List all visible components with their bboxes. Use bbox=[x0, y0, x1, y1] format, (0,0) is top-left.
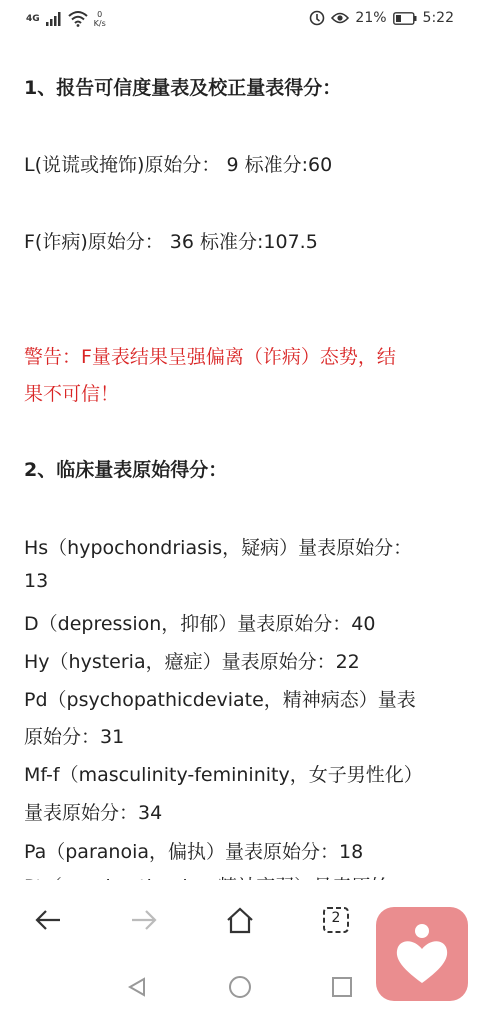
tabs-button[interactable] bbox=[316, 900, 356, 940]
hy-score-line: Hy（hysteria，癔症）量表原始分：22 bbox=[24, 651, 360, 673]
warning-text-line2: 果不可信！ bbox=[24, 383, 120, 405]
arrow-left-icon bbox=[34, 908, 62, 932]
system-home-button[interactable] bbox=[225, 972, 255, 1002]
network-label: 4G bbox=[26, 14, 40, 24]
battery-percent: 21% bbox=[355, 10, 387, 26]
circle-home-icon bbox=[228, 975, 252, 999]
floating-heart-button[interactable] bbox=[376, 907, 468, 1001]
network-speed: 0 K/s bbox=[93, 10, 106, 28]
mf-score-line2: 量表原始分：34 bbox=[24, 802, 163, 824]
tab-count: 2 bbox=[331, 910, 341, 926]
section1-title: 1、报告可信度量表及校正量表得分： bbox=[24, 77, 342, 99]
back-button[interactable] bbox=[28, 900, 68, 940]
mf-score-line1: Mf-f（masculinity-femininity，女子男性化） bbox=[24, 764, 423, 786]
f-score-line: F(诈病)原始分： 36 标准分:107.5 bbox=[24, 231, 318, 253]
pa-score-line: Pa（paranoia，偏执）量表原始分：18 bbox=[24, 841, 364, 863]
square-recents-icon bbox=[331, 976, 353, 998]
heart-person-icon bbox=[390, 921, 454, 987]
forward-button[interactable] bbox=[124, 900, 164, 940]
pd-score-line1: Pd（psychopathicdeviate，精神病态）量表 bbox=[24, 689, 416, 711]
clock: 5:22 bbox=[422, 10, 454, 26]
home-button[interactable] bbox=[220, 900, 260, 940]
hs-score-line1: Hs（hypochondriasis，疑病）量表原始分： bbox=[24, 537, 413, 559]
d-score-line: D（depression，抑郁）量表原始分：40 bbox=[24, 613, 376, 635]
article-content bbox=[24, 0, 456, 880]
hs-score-line2: 13 bbox=[24, 570, 49, 592]
system-back-button[interactable] bbox=[122, 972, 152, 1002]
arrow-right-icon bbox=[130, 908, 158, 932]
warning-text-line1: 警告：F量表结果呈强偏离（诈病）态势，结 bbox=[24, 346, 396, 368]
section2-title: 2、临床量表原始得分： bbox=[24, 459, 228, 481]
triangle-back-icon bbox=[126, 976, 148, 998]
home-icon bbox=[225, 906, 255, 934]
l-score-line: L(说谎或掩饰)原始分： 9 标准分:60 bbox=[24, 154, 333, 176]
pd-score-line2: 原始分：31 bbox=[24, 726, 125, 748]
system-recents-button[interactable] bbox=[327, 972, 357, 1002]
